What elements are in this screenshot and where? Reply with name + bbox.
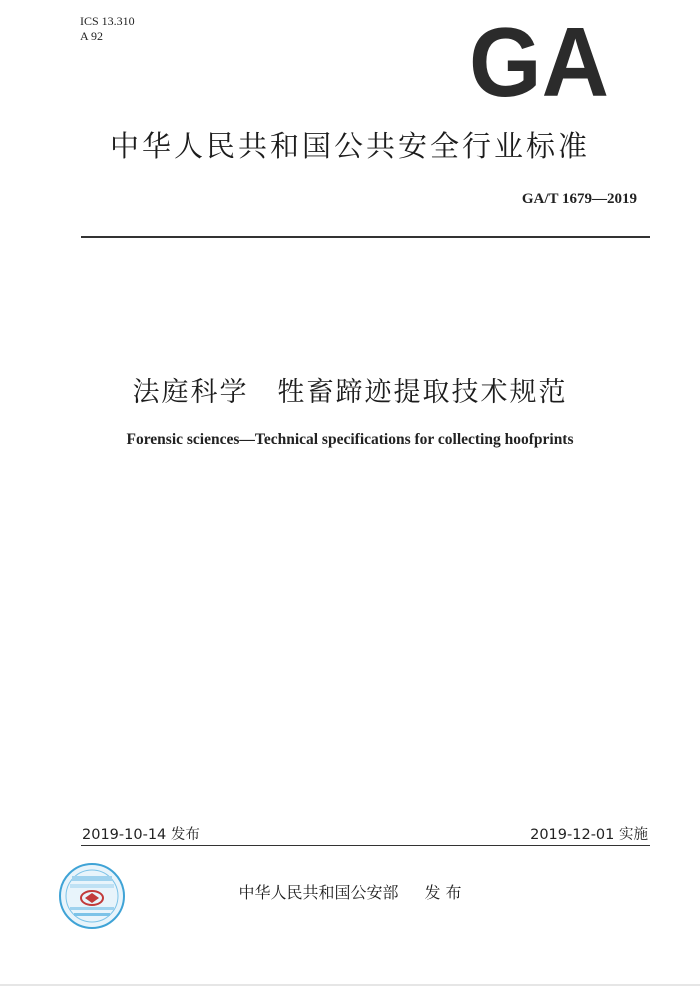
page-bottom-edge (0, 984, 700, 986)
logo-text: GA (469, 20, 609, 100)
issue-date: 2019-10-14 发布 (82, 827, 200, 843)
industry-standard-title: 中华人民共和国公共安全行业标准 (109, 129, 590, 163)
publish-word: 发 布 (424, 883, 462, 902)
footer-divider (81, 845, 650, 846)
ccs-code: A 92 (80, 29, 104, 43)
publisher-line (0, 880, 700, 903)
document-title-english: Forensic sciences—Technical specifications for collecting hoofprints (126, 431, 574, 448)
ics-code: ICS 13.310 (80, 14, 135, 28)
classification-codes (80, 14, 135, 44)
implementation-date: 2019-12-01 实施 (530, 827, 648, 843)
publisher-name: 中华人民共和国公安部 (238, 883, 399, 902)
header-divider (81, 236, 650, 238)
ga-logo (468, 20, 610, 100)
document-title-chinese: 法庭科学 牲畜蹄迹提取技术规范 (132, 377, 568, 408)
standard-number: GA/T 1679—2019 (521, 191, 637, 207)
